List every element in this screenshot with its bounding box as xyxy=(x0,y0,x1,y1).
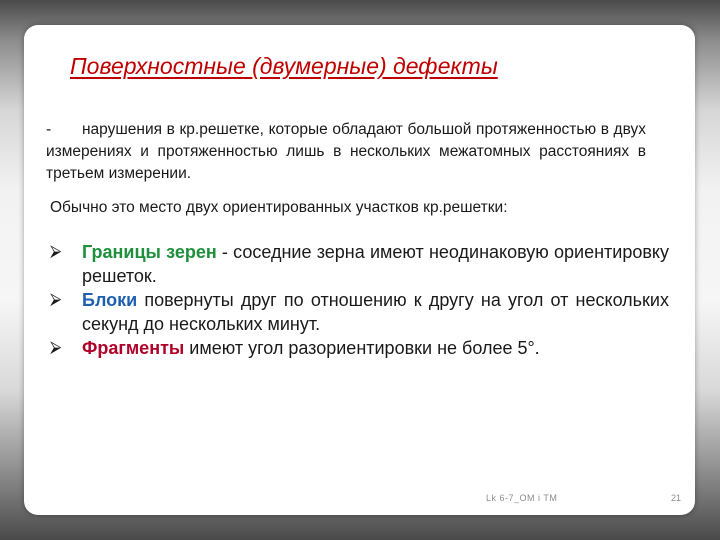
subheading: Обычно это место двух ориентированных участков кр.решетки: xyxy=(50,199,508,216)
bullet-text: имеют угол разориентировки не более 5°. xyxy=(189,338,540,358)
slide-title: Поверхностные (двумерные) дефекты xyxy=(70,53,498,79)
bullet-item-grain-boundaries xyxy=(48,240,669,288)
intro-text: нарушения в кр.решетке, которые обладают большой протяженностью в двух измерениях и протяженностью лишь в нескольких межатомных расстояниях в третьем измерении. xyxy=(46,121,646,182)
bullet-text: повернуты друг по отношению к другу на угол от нескольких секунд до нескольких минут. xyxy=(82,290,669,334)
term-grain-boundaries: Границы зерен xyxy=(82,242,217,262)
term-fragments: Фрагменты xyxy=(82,338,185,358)
term-separator: - xyxy=(216,242,234,262)
term-blocks: Блоки xyxy=(82,290,138,310)
page-number: 21 xyxy=(670,493,681,503)
arrow-bullet-icon: ⮚ xyxy=(50,291,62,308)
arrow-bullet-icon: ⮚ xyxy=(50,243,62,260)
bullet-item-blocks xyxy=(48,288,669,336)
slide xyxy=(24,25,695,515)
intro-dash: - xyxy=(46,121,52,138)
intro-paragraph xyxy=(46,119,646,185)
arrow-bullet-icon: ⮚ xyxy=(50,339,62,356)
footer-label: Lk 6-7_OM i TM xyxy=(486,493,558,503)
bullet-text: соседние зерна имеют неодинаковую ориентировку решеток. xyxy=(82,242,669,286)
bullet-list xyxy=(48,240,669,360)
bullet-item-fragments xyxy=(48,336,669,360)
